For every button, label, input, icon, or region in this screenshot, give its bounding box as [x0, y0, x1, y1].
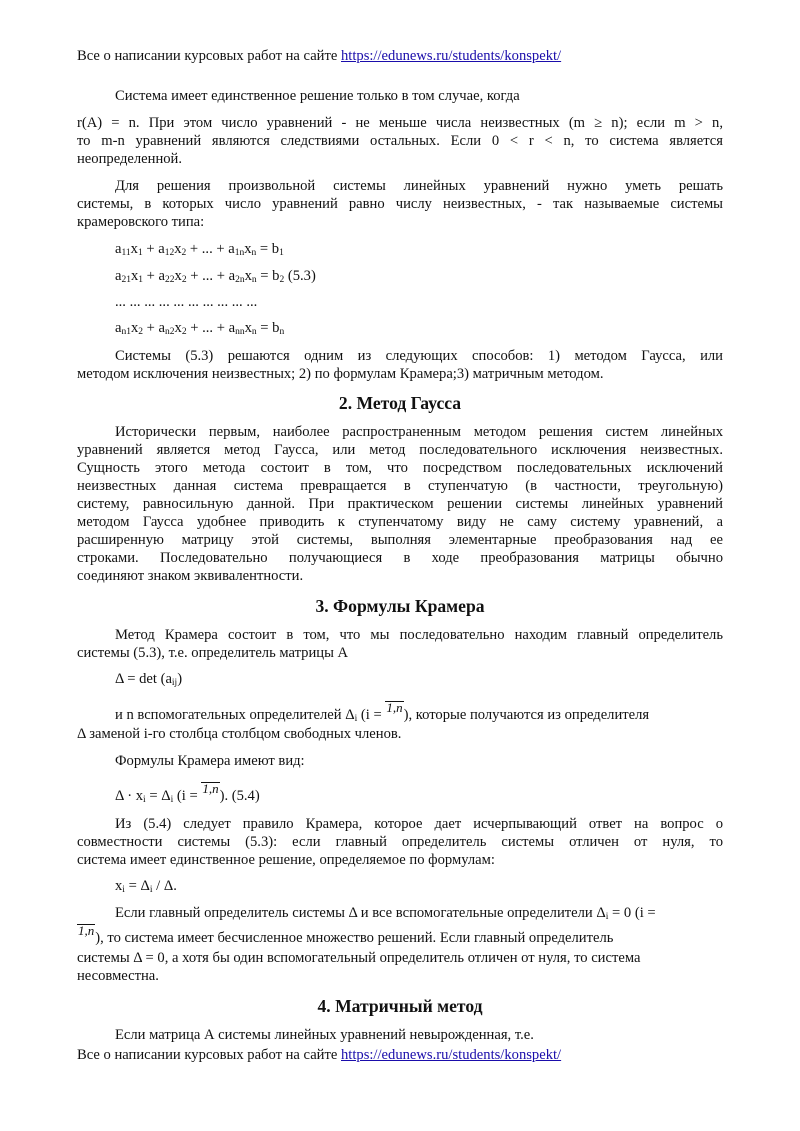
paragraph-infinite-line-4: несовместна.	[77, 968, 159, 984]
paragraph-unique-solution: Система имеет единственное решение только в том случае, когда	[115, 88, 520, 104]
paragraph-rank-line-2: то m-n уравнений являются следствиями остальных. Если 0 < r < n, то система является	[77, 133, 723, 149]
equation-row-1: $a_{11}x_1 + a_{12}x_2$ + ... + $a_{1n}x_n = b_1$	[115, 241, 284, 258]
paragraph-methods-line-1: Системы (5.3) решаются одним из следующих способов: 1) методом Гаусса, или	[115, 348, 723, 364]
formula-5-4: $\Delta \cdot x_i = \Delta_i$ (i = 1,n). (5.4)	[115, 781, 260, 805]
paragraph-gauss-line-4: неизвестных данная система превращается в ступенчатую (в частности, треугольную)	[77, 478, 723, 494]
paragraph-aux-line-2: Δ заменой i-го столбца столбцом свободных членов.	[77, 726, 402, 742]
paragraph-gauss-line-3: Сущность этого метода состоит в том, что посредством последовательных исключений	[77, 460, 723, 476]
paragraph-cramer-formulas: Формулы Крамера имеют вид:	[115, 753, 305, 769]
paragraph-rule-line-3: система имеет единственное решение, определяемое по формулам:	[77, 852, 495, 868]
paragraph-aux-line-1: и n вспомогательных определителей $\Delta_i$ (i = 1,n), которые получаются из определителя	[115, 700, 650, 724]
header-text: Все о написании курсовых работ на сайте	[77, 48, 338, 64]
formula-xi: $x_i = \Delta_i / \Delta$.	[115, 878, 177, 895]
paragraph-rank-line-1: r(A) = n. При этом число уравнений - не меньше числа неизвестных (m ≥ n); если m > n,	[77, 115, 723, 131]
paragraph-cramer-type-line-2: системы, в которых число уравнений равно числу неизвестных, - так называемые системы	[77, 196, 723, 212]
paragraph-rank-line-3: неопределенной.	[77, 151, 183, 167]
paragraph-cramer-line-1: Метод Крамера состоит в том, что мы последовательно находим главный определитель	[115, 627, 723, 643]
footer-link[interactable]: https://edunews.ru/students/konspekt/	[341, 1047, 562, 1063]
paragraph-infinite-line-3: системы Δ = 0, а хотя бы один вспомогательный определитель отличен от нуля, то система	[77, 950, 641, 966]
paragraph-gauss-line-8: строками. Последовательно получающиеся в ходе преобразования матрицы обычно	[77, 550, 723, 566]
paragraph-gauss-line-2: уравнений является метод Гаусса, или метод последовательного исключения неизвестных.	[77, 442, 723, 458]
paragraph-methods-line-2: методом исключения неизвестных; 2) по формулам Крамера;3) матричным методом.	[77, 366, 604, 382]
heading-matrix: 4. Матричный метод	[317, 996, 483, 1016]
delta-definition: $\Delta = \det (a_{ij})$	[115, 671, 183, 688]
range-1-n: 1,n	[202, 781, 219, 796]
equation-row-2: $a_{21}x_1 + a_{22}x_2$ + ... + $a_{2n}x_n = b_2$ (5.3)	[115, 268, 316, 285]
header-link[interactable]: https://edunews.ru/students/konspekt/	[341, 48, 562, 64]
paragraph-cramer-type-line-3: крамеровского типа:	[77, 214, 205, 230]
heading-gauss: 2. Метод Гаусса	[338, 393, 462, 413]
paragraph-infinite-line-2: 1,n), то система имеет бесчисленное множество решений. Если главный определитель	[78, 923, 614, 946]
paragraph-cramer-type-line-1: Для решения произвольной системы линейных уравнений нужно уметь решать	[115, 178, 723, 194]
paragraph-rule-line-2: совместности системы (5.3): если главный определитель системы отличен от нуля, то	[77, 834, 723, 850]
paragraph-gauss-line-1: Исторически первым, наиболее распространенным методом решения систем линейных	[115, 424, 723, 440]
paragraph-gauss-line-9: соединяют знаком эквивалентности.	[77, 568, 304, 584]
paragraph-gauss-line-7: расширенную матрицу этой системы, выполняя элементарные преобразования над ее	[77, 532, 723, 548]
paragraph-infinite-line-1: Если главный определитель системы Δ и все вспомогательные определители $\Delta_i = 0$ (i =	[115, 905, 656, 922]
equation-row-n: $a_{n1}x_2 + a_{n2}x_2$ + ... + $a_{nn}x_n = b_n$	[115, 320, 285, 337]
paragraph-gauss-line-6: методом Гаусса удобнее приводить к ступенчатому виду не саму систему уравнений, а	[77, 514, 723, 530]
page-header	[77, 48, 561, 65]
range-1-n: 1,n	[78, 923, 95, 938]
page-footer	[77, 1047, 561, 1064]
paragraph-cramer-line-2: системы (5.3), т.е. определитель матрицы А	[77, 645, 349, 661]
range-1-n: 1,n	[386, 700, 403, 715]
heading-cramer: 3. Формулы Крамера	[315, 596, 485, 616]
paragraph-rule-line-1: Из (5.4) следует правило Крамера, которое дает исчерпывающий ответ на вопрос о	[115, 816, 723, 832]
footer-text: Все о написании курсовых работ на сайте	[77, 1047, 338, 1063]
paragraph-gauss-line-5: систему, равносильную данной. При практическом решении системы линейных уравнений	[77, 496, 723, 512]
equation-dots: ... ... ... ... ... ... ... ... ... ...	[115, 294, 258, 310]
paragraph-matrix: Если матрица А системы линейных уравнений невырожденная, т.е.	[115, 1027, 534, 1043]
